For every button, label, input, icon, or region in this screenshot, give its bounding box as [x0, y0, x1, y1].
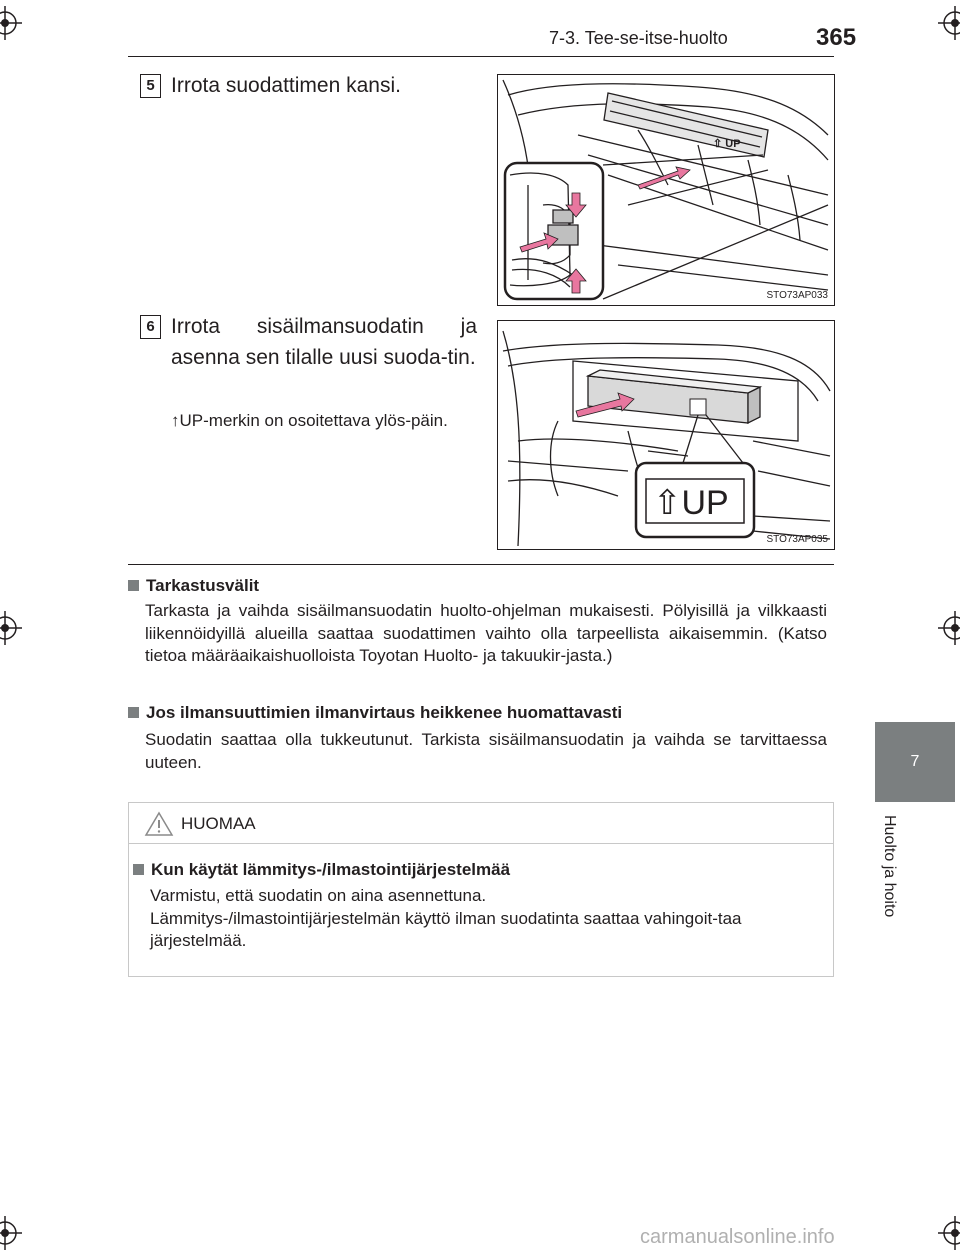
pull-arrow-icon [638, 167, 690, 189]
caution-line-2: Lämmitys-/ilmastointijärjestelmän käyttö ilman suodatinta saattaa vahingoit-taa järjestelmää. [150, 908, 742, 950]
bullet-square-icon [133, 864, 144, 875]
warning-triangle-icon [144, 811, 174, 837]
info-body-1: Tarkasta ja vaihda sisäilmansuodatin huolto-ohjelman mukaisesti. Pölyisillä ja vilkkaasti liikennöidyillä alueilla saattaa suodattimen vaihto olla tarpeellista aikaisemmin. (Katso tietoa määräaikaishuolloista Toyotan Huolto- ja takuukir-jasta.) [145, 601, 827, 665]
info-heading-1 [128, 576, 259, 596]
section-title: 7-3. Tee-se-itse-huolto [549, 28, 728, 48]
step-5-text: Irrota suodattimen kansi. [171, 74, 401, 97]
step-number-5: 5 [140, 74, 161, 98]
registration-mark-icon [938, 611, 960, 645]
info-heading-1-text: Tarkastusvälit [146, 576, 260, 595]
registration-mark-icon [0, 1216, 22, 1250]
figure-code: STO73AP033 [766, 290, 828, 301]
header-divider [128, 56, 834, 57]
up-label-small: ⇧ UP [713, 138, 741, 150]
chapter-tab [875, 722, 955, 802]
figure-filter-replace [497, 320, 835, 550]
caution-subheading [133, 860, 510, 880]
caution-header [129, 803, 833, 844]
caution-title: HUOMAA [181, 814, 256, 833]
registration-mark-icon [938, 6, 960, 40]
step-6-text: Irrota sisäilmansuodatin ja asenna sen tilalle uusi suoda-tin. [171, 315, 477, 369]
registration-mark-icon [0, 6, 22, 40]
step-number-6: 6 [140, 315, 161, 339]
figure-code: STO73AP035 [766, 534, 828, 545]
registration-mark-icon [0, 611, 22, 645]
page-number: 365 [816, 24, 857, 51]
filter-cover-illustration [498, 75, 834, 305]
bullet-square-icon [128, 580, 139, 591]
chapter-title: Huolto ja hoito [881, 815, 898, 918]
caution-body [150, 885, 828, 953]
watermark: carmanualsonline.info [640, 1226, 835, 1248]
info-heading-2 [128, 703, 622, 723]
caution-subheading-text: Kun käytät lämmitys-/ilmastointijärjestelmää [151, 860, 511, 879]
bullet-square-icon [128, 707, 139, 718]
figure-filter-cover [497, 74, 835, 306]
info-heading-2-text: Jos ilmansuuttimien ilmanvirtaus heikkenee huomattavasti [146, 703, 623, 722]
section-divider [128, 564, 834, 565]
chapter-label [876, 815, 900, 945]
caution-box [128, 802, 834, 977]
step-6-note: ↑UP-merkin on osoitettava ylös-päin. [171, 411, 448, 430]
up-mark-label: ⇧UP [653, 484, 729, 522]
filter-replace-illustration [498, 321, 834, 549]
caution-line-1: Varmistu, että suodatin on aina asennettuna. [150, 886, 487, 905]
registration-mark-icon [938, 1216, 960, 1250]
info-body-2: Suodatin saattaa olla tukkeutunut. Tarkista sisäilmansuodatin ja vaihda se tarvittaessa uuteen. [145, 730, 827, 772]
chapter-number: 7 [910, 753, 920, 770]
